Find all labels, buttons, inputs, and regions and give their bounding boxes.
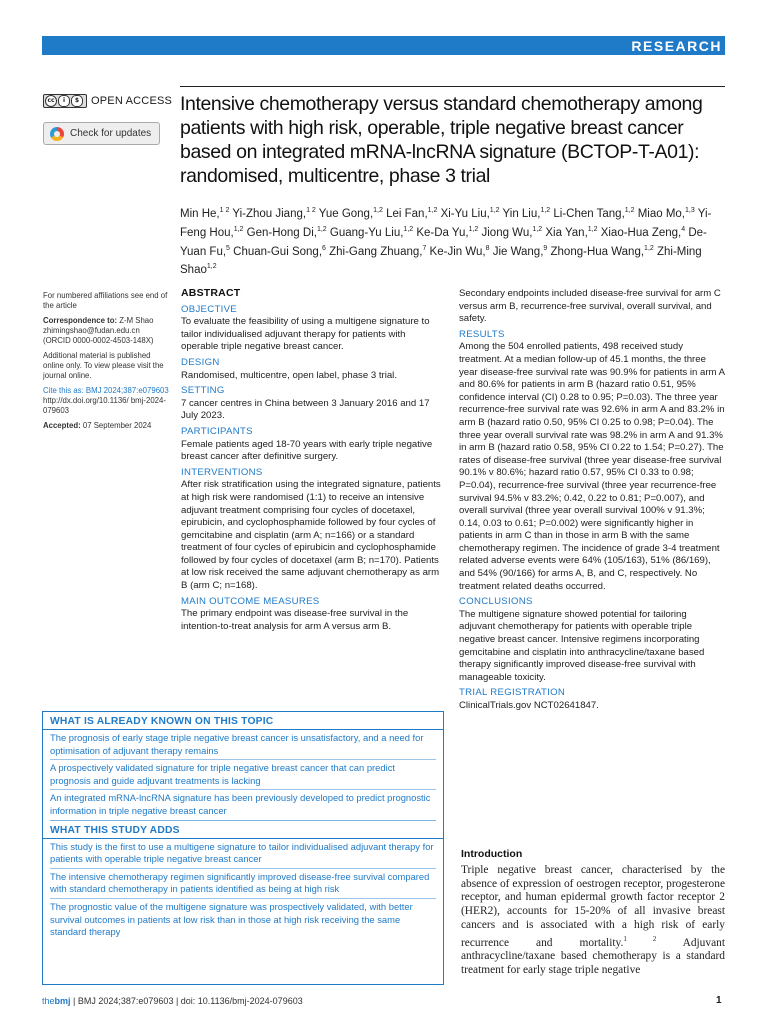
affiliation-marker: 1,2 — [587, 225, 598, 233]
correspondence-name: Z-M Shao — [117, 316, 154, 325]
author-name: Min He, — [180, 207, 220, 220]
author-name: De-Yuan Fu, — [180, 226, 707, 258]
doi-link[interactable]: http://dx.doi.org/10.1136/ bmj-2024-079603 — [43, 396, 166, 415]
affiliation-marker: 1,2 — [489, 207, 500, 214]
cc-glyph: cc — [45, 95, 57, 107]
intro-paragraph: Triple negative breast cancer, characterised by the absence of expression of oestrogen receptor, progesterone receptor, and human epidermal growth factor receptor 2 (HER2), accounts for 15-20% of all invasive breast cancers and is associated with a high risk of early recurrence and mortality. — [461, 864, 725, 949]
known-item: The prognosis of early stage triple negative breast cancer is unsatisfactory, and a need for optimisation of adjuvant therapy remains — [50, 732, 424, 756]
affiliation-marker: 1 2 — [306, 207, 316, 214]
affiliation-marker: 7 — [422, 244, 427, 252]
author-name: Chuan-Gui Song, — [229, 245, 323, 258]
affiliation-marker: 1,2 — [316, 225, 327, 233]
author-name: Guang-Yu Liu, — [326, 226, 404, 239]
citation — [43, 386, 173, 416]
author-name: Xiao-Hua Zeng, — [597, 226, 682, 239]
outcomes-heading: MAIN OUTCOME MEASURES — [181, 595, 320, 607]
adds-heading: WHAT THIS STUDY ADDS — [50, 824, 180, 836]
conclusions-heading: CONCLUSIONS — [459, 596, 533, 608]
affiliation-marker: 1,3 — [685, 207, 695, 214]
conclusions-text: The multigene signature showed potential for tailoring adjuvant chemotherapy for patients with operable triple negative breast cancer. Intensive regimens incorporating gemcitabine and cisplatin into anthracycline/taxane based therapy significantly improved disease-free survival with manageable toxicity. — [459, 608, 705, 683]
design-heading: DESIGN — [181, 356, 220, 368]
creative-commons-icon — [43, 94, 87, 108]
results-text: Among the 504 enrolled patients, 498 received study treatment. At a median follow-up of 45.1 months, the three year disease-free survival rate was 90.9% for patients in arm A and 80.6% for patients in arm B (hazard ratio 0.51, 95% confidence interval (CI) 0.28 to 0.95; P=0.03). The three year recurrence-free survival rate was 92.6% in arm A and 83.2% in arm B (hazard ratio 0.50, 95% CI 0.25 to 0.98; P=0.04). The three year overall survival rate was 98.2% in arm A and 91.3% in arm B (hazard ratio 0.58, 95% CI 0.22 to 1.54; P=0.27). The rates of disease-free survival (three year disease-free survival 90.1% v 80.6%; hazard ratio 0.57, 95% CI 0.33 to 0.98; P=0.04), recurrence-free survival (three year recurrence-free survival 94.5% v 83.2%; 0.42, 0.22 to 0.81; P=0.007), and overall survival (three year overall survival 100% v 91.3%; 0.14, 0.03 to 0.61; P=0.002) were significantly higher in patients in arm C than in those in arm B with the same chemotherapy regimen. The incidence of grade 3-4 treatment related adverse events were 64% (105/163), 51% (86/169), and 54% (90/166) for arms A, B, and C, respectively. No treatment related deaths occurred. — [459, 341, 725, 592]
secondary-endpoints-text: Secondary endpoints included disease-free survival for arm C versus arm B, recurrence-free survival, overall survival, and safety. — [459, 288, 721, 325]
author-name: Zhi-Gang Zhuang, — [325, 245, 423, 258]
cite-ref: BMJ 2024;387:e079603 — [83, 386, 169, 395]
cite-label: Cite this as: — [43, 386, 84, 395]
correspondence — [43, 316, 173, 346]
registration-text[interactable]: ClinicalTrials.gov NCT02641847. — [459, 700, 599, 711]
affiliation-marker: 4 — [681, 225, 686, 233]
correspondence-label: Correspondence to: — [43, 316, 118, 325]
known-item: A prospectively validated signature for triple negative breast cancer that can predict prognosis and guide adjuvant treatments is lacking — [50, 762, 395, 786]
objective-text: To evaluate the feasibility of using a multigene signature to tailor individualised adjuvant therapy for patients with operable triple negative breast cancer. — [181, 316, 430, 353]
known-heading: WHAT IS ALREADY KNOWN ON THIS TOPIC — [50, 716, 274, 727]
affiliation-marker: 9 — [543, 244, 548, 252]
title-rule — [180, 86, 725, 87]
author-name: Zhong-Hua Wang, — [547, 245, 645, 258]
crossmark-icon — [50, 127, 64, 141]
affiliation-marker: 1,2 — [468, 225, 479, 233]
setting-text: 7 cancer centres in China between 3 January 2016 and 17 July 2023. — [181, 397, 430, 422]
intro-paragraph-cont: Adjuvant anthracycline/taxane based chemotherapy is a standard treatment for early stage triple negative — [461, 936, 725, 976]
introduction-heading: Introduction — [461, 848, 523, 860]
participants-text: Female patients aged 18-70 years with early triple negative breast cancer after definitive surgery. — [181, 438, 433, 463]
affiliation-marker: 1,2 — [206, 263, 217, 271]
affiliation-marker: 1,2 — [644, 244, 654, 252]
affiliation-marker: 1,2 — [624, 207, 635, 214]
introduction-text — [461, 864, 725, 977]
affiliation-marker: 1,2 — [373, 207, 383, 214]
summary-box — [42, 711, 444, 985]
affiliation-marker: 1,2 — [427, 207, 438, 214]
author-name: Jiong Wu, — [478, 226, 533, 239]
adds-item: The prognostic value of the multigene signature was prospectively validated, with better survival outcomes in patients at low risk than in those at high risk receiving the same standard therapy — [50, 900, 413, 938]
email-link[interactable]: zhimingshao@fudan.edu.cn — [43, 326, 140, 335]
author-name: Ke-Jin Wu, — [426, 245, 486, 258]
accepted-label: Accepted: — [43, 421, 81, 430]
design-text: Randomised, multicentre, open label, phase 3 trial. — [181, 369, 397, 381]
affiliation-marker: 1 2 — [219, 207, 230, 214]
section-banner — [42, 36, 725, 55]
additional-material-note: Additional material is published online only. To view please visit the journal online. — [43, 351, 164, 380]
affiliations-note: For numbered affiliations see end of the article — [43, 291, 168, 310]
open-access-badge[interactable] — [43, 94, 172, 108]
author-name: Xia Yan, — [542, 226, 588, 239]
abstract-heading: ABSTRACT — [181, 287, 241, 299]
interventions-heading: INTERVENTIONS — [181, 466, 263, 478]
author-name: Jie Wang, — [489, 245, 544, 258]
check-updates-label: Check for updates — [70, 128, 152, 139]
footer-citation: | BMJ 2024;387:e079603 | doi: 10.1136/bmj-2024-079603 — [70, 996, 303, 1006]
author-list — [180, 203, 725, 278]
accepted-date: 07 September 2024 — [80, 421, 152, 430]
author-name: Yin Liu, — [499, 207, 541, 220]
outcomes-text: The primary endpoint was disease-free survival in the intention-to-treat analysis for arm A versus arm B. — [181, 608, 409, 632]
orcid[interactable]: (ORCID 0000-0002-4503-148X) — [43, 336, 154, 345]
interventions-text: After risk stratification using the integrated signature, patients at high risk were randomised (1:1) to receive an intensive adjuvant treatment comprising four cycles of docetaxel, epirubicin, and cyclophosphamide followed by four cycles of gemcitabine and cisplatin (arm A; n=166) or a standard treatment of four cycles of epirubicin and cyclophosphamide followed by four cycles of docetaxel (arm B; n=170). Patients at low risk received the same adjuvant chemotherapy as arm B (arm C; n=168). — [181, 479, 441, 592]
page-footer — [42, 996, 303, 1006]
objective-heading: OBJECTIVE — [181, 303, 238, 315]
affiliation-marker: 1,2 — [403, 225, 414, 233]
registration-heading: TRIAL REGISTRATION — [459, 687, 566, 699]
bmj-logo: thebmj — [42, 996, 71, 1006]
setting-heading: SETTING — [181, 385, 225, 397]
adds-item: This study is the first to use a multigene signature to tailor individualised adjuvant therapy for patients with operable triple negative breast cancer — [50, 840, 434, 865]
participants-heading: PARTICIPANTS — [181, 425, 253, 437]
section-label: RESEARCH — [631, 38, 722, 54]
affiliation-marker: 8 — [485, 244, 490, 252]
reference-marker[interactable]: 1 2 — [623, 934, 657, 943]
by-glyph: i — [58, 95, 70, 107]
open-access-label: OPEN ACCESS — [91, 95, 173, 107]
author-name: Yue Gong, — [315, 207, 374, 220]
known-item: An integrated mRNA-lncRNA signature has been previously developed to predict prognostic information in triple negative breast cancer — [50, 792, 431, 816]
author-name: Xi-Yu Liu, — [437, 207, 490, 220]
abstract-column-right — [459, 288, 725, 716]
author-name: Yi-Feng Hou, — [180, 207, 712, 239]
article-sidebar — [43, 291, 173, 436]
affiliation-marker: 6 — [322, 244, 326, 252]
introduction-section — [461, 848, 725, 977]
adds-item: The intensive chemotherapy regimen significantly improved disease-free survival compared with standard chemotherapy in patients identified as being at high risk — [50, 870, 430, 895]
article-title: Intensive chemotherapy versus standard chemotherapy among patients with high risk, operable, triple negative breast cancer based on integrated mRNA-lncRNA signature (BCTOP-T-A01): randomised, multicentre, phase 3 trial — [180, 93, 703, 187]
affiliation-marker: 1,2 — [540, 207, 551, 214]
nc-glyph: $ — [71, 95, 83, 107]
author-name: Zhi-Ming Shao — [180, 245, 702, 277]
accepted — [43, 421, 173, 431]
check-for-updates-button[interactable] — [43, 122, 160, 145]
results-heading: RESULTS — [459, 328, 505, 340]
affiliation-marker: 5 — [226, 244, 230, 252]
affiliation-marker: 1,2 — [532, 225, 543, 233]
affiliation-marker: 1,2 — [233, 225, 244, 233]
author-name: Li-Chen Tang, — [550, 207, 625, 220]
author-name: Lei Fan, — [382, 207, 428, 220]
author-name: Gen-Hong Di, — [243, 226, 317, 239]
page-number: 1 — [716, 995, 722, 1006]
author-name: Miao Mo, — [634, 207, 686, 220]
abstract-column-left — [181, 287, 443, 636]
author-name: Yi-Zhou Jiang, — [229, 207, 307, 220]
author-name: Ke-Da Yu, — [413, 226, 469, 239]
